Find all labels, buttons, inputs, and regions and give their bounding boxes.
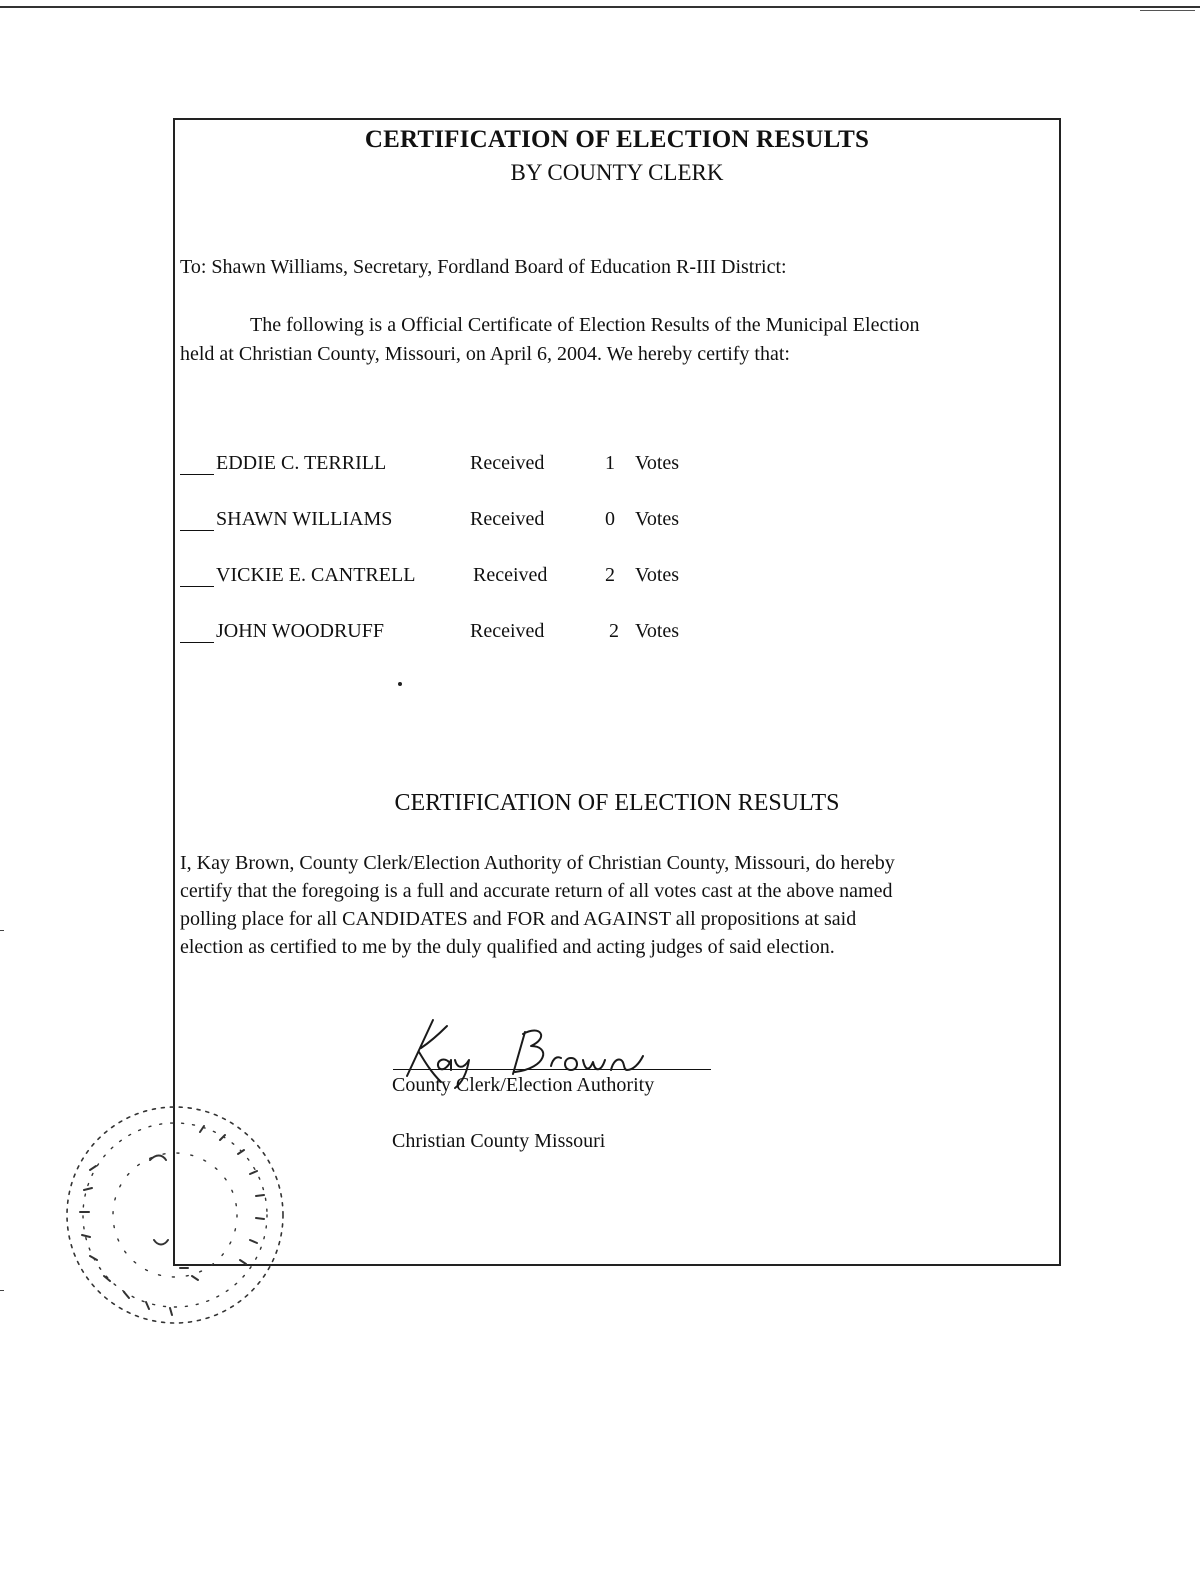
scan-left-tick (0, 930, 4, 931)
vote-count: 2 (605, 564, 615, 586)
county-name: Christian County Missouri (392, 1130, 606, 1152)
statement-line-4: election as certified to me by the duly qualified and acting judges of said election. (180, 936, 835, 958)
checkbox-blank-line (180, 530, 214, 531)
statement-line-3: polling place for all CANDIDATES and FOR and AGAINST all propositions at said (180, 908, 857, 930)
votes-label: Votes (635, 452, 680, 474)
signature-caption: County Clerk/Election Authority (392, 1074, 655, 1096)
checkbox-blank-line (180, 642, 214, 643)
scan-left-tick (0, 1290, 4, 1291)
checkbox-blank-line (180, 586, 214, 587)
document-subtitle: BY COUNTY CLERK (510, 160, 724, 185)
statement-line-1: I, Kay Brown, County Clerk/Election Authority of Christian County, Missouri, do hereby (180, 852, 895, 874)
certification-statement (180, 849, 1050, 961)
candidate-name: EDDIE C. TERRILL (216, 452, 387, 474)
received-label: Received (470, 452, 545, 474)
checkbox-blank-line (180, 474, 214, 475)
votes-label: Votes (635, 564, 680, 586)
intro-line-2: held at Christian County, Missouri, on April 6, 2004. We hereby certify that: (180, 343, 790, 365)
vote-count: 2 (609, 620, 619, 642)
intro-line-1: The following is a Official Certificate of Election Results of the Municipal Election (250, 314, 920, 336)
received-label: Received (470, 620, 545, 642)
votes-label: Votes (635, 620, 680, 642)
received-label: Received (470, 508, 545, 530)
statement-line-2: certify that the foregoing is a full and accurate return of all votes cast at the above named (180, 880, 893, 902)
vote-count: 0 (605, 508, 615, 530)
addressee-line: To: Shawn Williams, Secretary, Fordland Board of Education R-III District: (180, 256, 787, 278)
county-seal-stamp (50, 1090, 300, 1340)
document-title: CERTIFICATION OF ELECTION RESULTS (364, 126, 870, 153)
candidate-name: JOHN WOODRUFF (216, 620, 384, 642)
candidate-name: VICKIE E. CANTRELL (216, 564, 416, 586)
vote-count: 1 (605, 452, 615, 474)
received-label: Received (473, 564, 548, 586)
scan-edge-line (0, 6, 1200, 8)
stray-mark (398, 682, 402, 686)
certification-heading: CERTIFICATION OF ELECTION RESULTS (394, 790, 840, 816)
candidate-name: SHAWN WILLIAMS (216, 508, 393, 530)
intro-paragraph (180, 311, 1055, 369)
votes-label: Votes (635, 508, 680, 530)
scan-edge-mark (1140, 10, 1195, 11)
